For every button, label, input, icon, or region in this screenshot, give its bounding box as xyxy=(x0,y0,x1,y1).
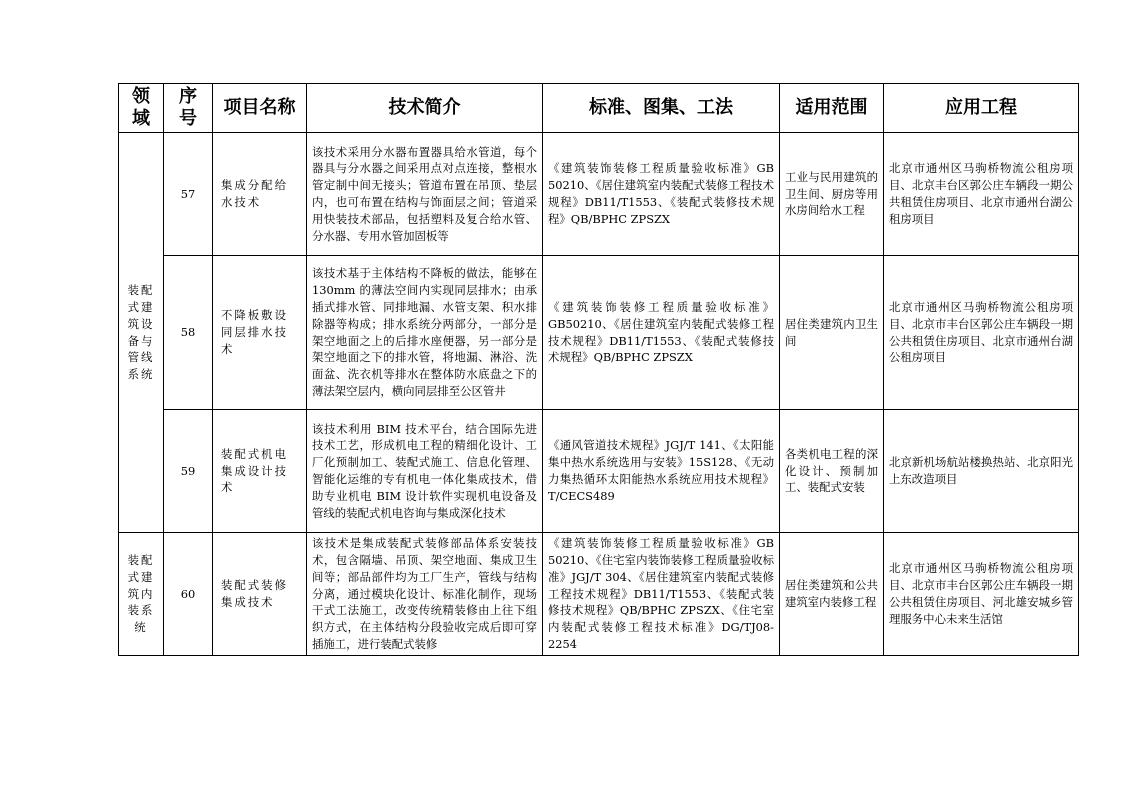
domain-cell: 装配式建筑设备与管线系统 xyxy=(119,133,164,533)
standards-table xyxy=(118,83,1079,656)
scope-cell: 居住类建筑内卫生间 xyxy=(780,256,884,410)
tech-intro: 该技术是集成装配式装修部品体系安装技术，包含隔墙、吊顶、架空地面、集成卫生间等；部品部件均为工厂生产，管线与结构分离，通过模块化设计、标准化制作，现场干式工法施工，改变传统精装修由上往下组织方式，在主体结构分段验收完成后即可穿插施工，进行装配式装修 xyxy=(307,533,543,656)
table-row xyxy=(119,256,1079,410)
projects-cell: 北京市通州区马驹桥物流公租房项目、北京丰台区郭公庄车辆段一期公共租赁住房项目、北京市通州台湖公租房项目 xyxy=(884,133,1079,256)
project-name: 不降板敷设同层排水技术 xyxy=(213,256,307,410)
standards-cell: 《建筑装饰装修工程质量验收标准》GB 50210、《住宅室内装饰装修工程质量验收标准》JGJ/T 304、《居住建筑室内装配式装修工程技术规程》DB11/T1553、《装配式装修技术规程》QB/BPHC ZPSZX、《住宅室内装配式装修工程技术标准》DG/TJ08-2254 xyxy=(543,533,780,656)
header-intro: 技术简介 xyxy=(307,84,543,133)
projects-cell: 北京市通州区马驹桥物流公租房项目、北京市丰台区郭公庄车辆段一期公共租赁住房项目、北京市通州台湖公租房项目 xyxy=(884,256,1079,410)
projects-cell: 北京新机场航站楼换热站、北京阳光上东改造项目 xyxy=(884,410,1079,533)
tech-intro: 该技术利用 BIM 技术平台，结合国际先进技术工艺，形成机电工程的精细化设计、工厂化预制加工、装配式施工、信息化管理、智能化运维的专有机电一体化集成技术，借助专业机电 BIM 设计软件实现机电设备及管线的装配式机电咨询与集成深化技术 xyxy=(307,410,543,533)
tech-intro: 该技术基于主体结构不降板的做法，能够在 130mm 的薄法空间内实现同层排水；由承插式排水管、同排地漏、水管支架、积水排除器等构成；排水系统分两部分，一部分是架空地面之上的后排水座便器，另一部分是架空地面之下的排水管，将地漏、淋浴、洗面盆、洗衣机等排水在整体防水底盘之下的薄法架空层内，横向同层排至公区管井 xyxy=(307,256,543,410)
table-row xyxy=(119,410,1079,533)
header-num: 序号 xyxy=(164,84,213,133)
row-number: 58 xyxy=(164,256,213,410)
scope-cell: 各类机电工程的深化设计、预制加工、装配式安装 xyxy=(780,410,884,533)
header-projects: 应用工程 xyxy=(884,84,1079,133)
row-number: 60 xyxy=(164,533,213,656)
scope-cell: 居住类建筑和公共建筑室内装修工程 xyxy=(780,533,884,656)
header-row xyxy=(119,84,1079,133)
header-name: 项目名称 xyxy=(213,84,307,133)
standards-cell: 《建筑装饰装修工程质量验收标准》GB 50210、《居住建筑室内装配式装修工程技术规程》DB11/T1553、《装配式装修技术规程》QB/BPHC ZPSZX xyxy=(543,133,780,256)
header-domain: 领域 xyxy=(119,84,164,133)
header-scope: 适用范围 xyxy=(780,84,884,133)
row-number: 57 xyxy=(164,133,213,256)
standards-cell: 《通风管道技术规程》JGJ/T 141、《太阳能集中热水系统选用与安装》15S128、《无动力集热循环太阳能热水系统应用技术规程》T/CECS489 xyxy=(543,410,780,533)
tech-intro: 该技术采用分水器布置器具给水管道，每个器具与分水器之间采用点对点连接，整根水管定制中间无接头；管道布置在吊顶、垫层内，也可布置在结构与饰面层之间；管道采用快装技术部品，包括塑料及复合给水管、分水器、专用水管加固板等 xyxy=(307,133,543,256)
scope-cell: 工业与民用建筑的卫生间、厨房等用水房间给水工程 xyxy=(780,133,884,256)
row-number: 59 xyxy=(164,410,213,533)
project-name: 装配式装修集成技术 xyxy=(213,533,307,656)
table-row xyxy=(119,533,1079,656)
header-standards: 标准、图集、工法 xyxy=(543,84,780,133)
project-name: 集成分配给水技术 xyxy=(213,133,307,256)
standards-cell: 《建筑装饰装修工程质量验收标准》GB50210、《居住建筑室内装配式装修工程技术规程》DB11/T1553、《装配式装修技术规程》QB/BPHC ZPSZX xyxy=(543,256,780,410)
projects-cell: 北京市通州区马驹桥物流公租房项目、北京市丰台区郭公庄车辆段一期公共租赁住房项目、河北雄安城乡管理服务中心未来生活馆 xyxy=(884,533,1079,656)
project-name: 装配式机电集成设计技术 xyxy=(213,410,307,533)
table-row xyxy=(119,133,1079,256)
domain-cell: 装配式建筑内装系统 xyxy=(119,533,164,656)
